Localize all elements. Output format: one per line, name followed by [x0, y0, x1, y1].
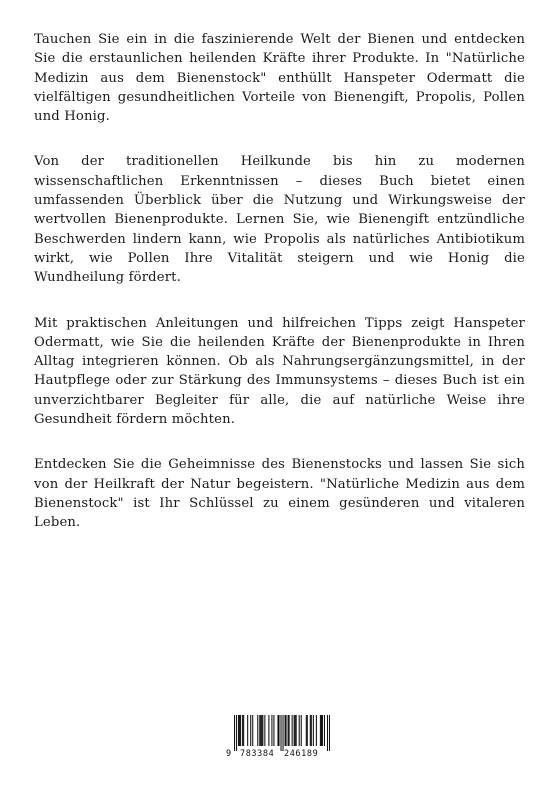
- barcode-left-group: 783384: [240, 749, 275, 759]
- barcode-bar: [301, 715, 302, 746]
- barcode-bar: [310, 715, 311, 746]
- barcode-bar: [243, 715, 244, 746]
- barcode-bar: [320, 715, 321, 746]
- barcode-bar: [292, 715, 293, 746]
- barcode-bar: [286, 715, 287, 746]
- barcode-bar: [268, 715, 269, 746]
- barcode-bar: [277, 715, 278, 746]
- barcode-bar: [296, 715, 297, 746]
- barcode-bar: [260, 715, 261, 746]
- blurb-paragraph-4: Entdecken Sie die Geheimnisse des Bienenstocks und lassen Sie sich von der Heilkraft der Natur begeistern. "Natürliche Medizin aus dem Bienenstock" ist Ihr Schlüssel zu einem gesünderen und vitaleren Leben.: [34, 457, 525, 531]
- barcode-bar: [273, 715, 274, 746]
- blurb-paragraph-2: Von der traditionellen Heilkunde bis hin zu modernen wissenschaftlichen Erkenntnissen – dieses Buch bietet einen umfassenden Überblick über die Nutzung und Wirkungsweise der wertvollen Bienenprodukte. Lernen Sie, wie Bienengift entzündliche Beschwerden lindern kann, wie Propolis als natürliches Antibiotikum wirkt, wie Pollen Ihre Vitalität steigern und wie Honig die Wundheilung fördert.: [34, 154, 525, 286]
- barcode-bar: [295, 715, 296, 746]
- barcode-bar: [306, 715, 307, 746]
- blurb-text: [34, 30, 525, 559]
- barcode-bar: [236, 715, 237, 751]
- barcode-bar: [283, 715, 284, 751]
- barcode-bar: [299, 715, 300, 746]
- barcode-bar: [280, 715, 281, 751]
- barcode-bar: [307, 715, 308, 746]
- blurb-paragraph-3: Mit praktischen Anleitungen und hilfreichen Tipps zeigt Hanspeter Odermatt, wie Sie die heilenden Kräfte der Bienenprodukte in Ihren Alltag integrieren können. Ob als Nahrungsergänzungsmittel, in der Hautpflege oder zur Stärkung des Immunsystems – dieses Buch ist ein unverzichtbarer Begleiter für alle, die auf natürliche Weise ihre Gesundheit fördern möchten.: [34, 315, 525, 428]
- barcode-bar: [327, 715, 328, 751]
- barcode-bar: [264, 715, 265, 746]
- barcode-bar: [239, 715, 240, 746]
- barcode-bar: [242, 715, 243, 746]
- barcode-bar: [234, 715, 235, 751]
- barcode-bar: [238, 715, 239, 746]
- barcode-bar: [311, 715, 312, 746]
- barcode-bar: [288, 715, 289, 746]
- barcode-bar: [329, 715, 330, 751]
- barcode-right-group: 246189: [284, 749, 319, 759]
- barcode-bar: [289, 715, 290, 746]
- barcode-bars: [234, 715, 330, 751]
- barcode-bar: [250, 715, 251, 746]
- isbn-barcode: [226, 713, 332, 761]
- barcode-bar: [252, 715, 253, 746]
- barcode-bar: [324, 715, 325, 746]
- barcode-lead-digit: 9: [226, 749, 232, 759]
- barcode-bar: [259, 715, 260, 746]
- barcode-bar: [240, 715, 241, 746]
- barcode-bar: [271, 715, 272, 746]
- barcode-bar: [316, 715, 317, 746]
- barcode-bar: [278, 715, 279, 746]
- barcode-bar: [313, 715, 314, 746]
- barcode-bar: [285, 715, 286, 746]
- barcode-bar: [261, 715, 262, 746]
- barcode-digits: [226, 748, 332, 760]
- blurb-paragraph-1: Tauchen Sie ein in die faszinierende Welt der Bienen und entdecken Sie die erstaunlichen heilenden Kräfte ihrer Produkte. In "Natürliche Medizin aus dem Bienenstock" enthüllt Hanspeter Odermatt die vielfältigen gesundheitlichen Vorteile von Bienengift, Propolis, Pollen und Honig.: [34, 32, 525, 125]
- barcode-bar: [257, 715, 258, 746]
- barcode-bar: [262, 715, 263, 746]
- barcode-bar: [294, 715, 295, 746]
- barcode-bar: [247, 715, 248, 746]
- barcode-bar: [322, 715, 323, 746]
- barcode-bar: [321, 715, 322, 746]
